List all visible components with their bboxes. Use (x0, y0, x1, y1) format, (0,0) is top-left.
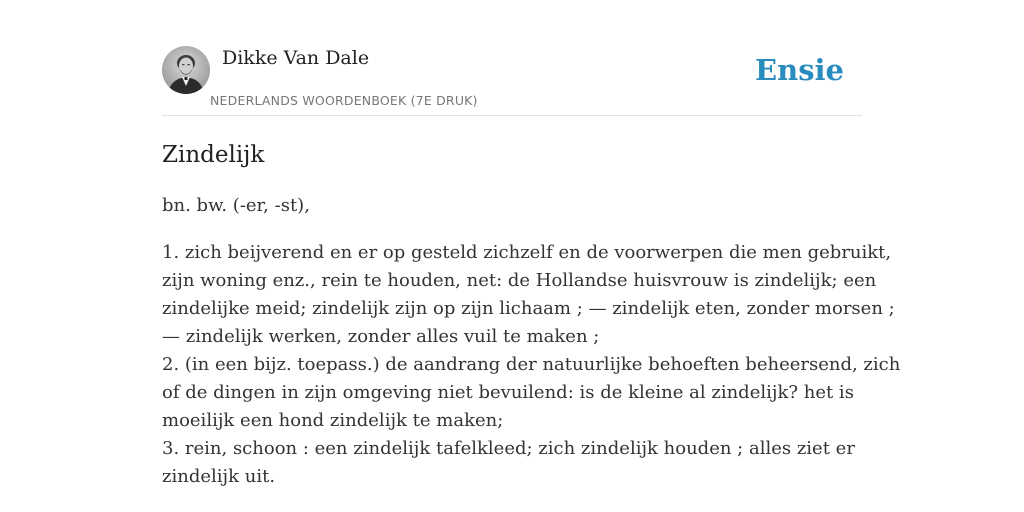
definition-line: moeilijk een hond zindelijk te maken; (162, 410, 504, 431)
definition-line: 3. rein, schoon : een zindelijk tafelkleed; zich zindelijk houden ; alles ziet er (162, 438, 855, 459)
header-divider (162, 115, 862, 116)
ensie-logo[interactable]: Ensie (755, 53, 844, 87)
definition-line: — zindelijk werken, zonder alles vuil te maken ; (162, 326, 600, 347)
source-name[interactable]: NEDERLANDS WOORDENBOEK (7E DRUK) (210, 93, 478, 108)
grammar-info: bn. bw. (-er, -st), (162, 195, 310, 216)
portrait-icon (162, 46, 210, 94)
definition-line: of de dingen in zijn omgeving niet bevuilend: is de kleine al zindelijk? het is (162, 382, 854, 403)
definition-text (162, 239, 901, 491)
author-avatar[interactable] (162, 46, 210, 94)
page-title: Zindelijk (162, 142, 265, 168)
definition-line: zindelijke meid; zindelijk zijn op zijn lichaam ; — zindelijk eten, zonder morsen ; (162, 298, 895, 319)
definition-line: 2. (in een bijz. toepass.) de aandrang der natuurlijke behoeften beheersend, zich (162, 354, 901, 375)
definition-line: zijn woning enz., rein te houden, net: de Hollandse huisvrouw is zindelijk; een (162, 270, 877, 291)
page-header (162, 46, 862, 116)
definition-line: 1. zich beijverend en er op gesteld zichzelf en de voorwerpen die men gebruikt, (162, 242, 892, 263)
definition-line: zindelijk uit. (162, 466, 276, 487)
author-name[interactable]: Dikke Van Dale (222, 47, 370, 69)
